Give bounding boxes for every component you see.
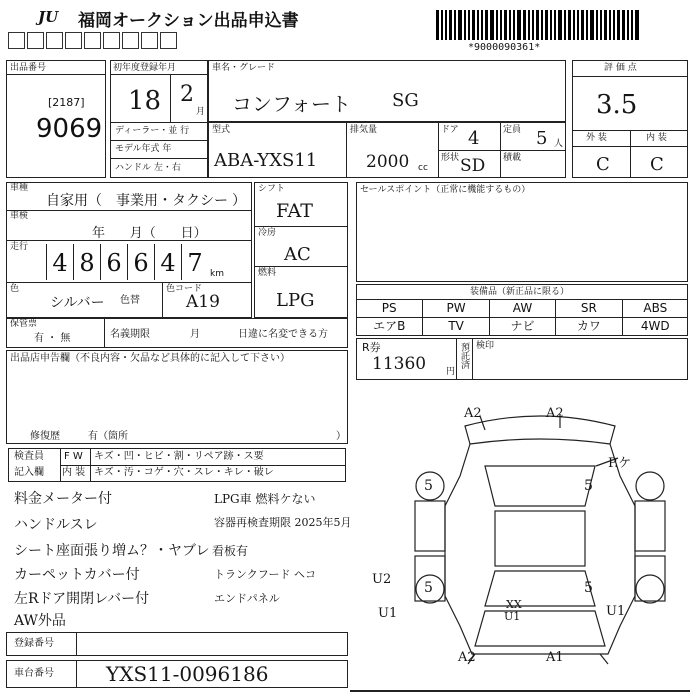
logo: JU	[38, 8, 59, 26]
doors-label: ドア	[441, 125, 459, 135]
diagram-mark-u1-left: U1	[378, 606, 398, 621]
mileage-digit: 6	[100, 244, 127, 280]
report-box	[6, 350, 348, 444]
note-4: カーペットカバー付	[14, 567, 140, 583]
barcode-bar	[523, 10, 526, 40]
barcode-bar	[458, 10, 462, 40]
diagram-mark-xx: XX	[506, 598, 522, 611]
barcode-bar	[528, 10, 530, 40]
interior-label: 内 装	[646, 133, 667, 143]
barcode-bar	[464, 10, 466, 40]
color-code-label: 色コード	[166, 284, 203, 294]
name-label: 車名・グレード	[212, 63, 276, 73]
capacity-unit: 人	[554, 139, 564, 149]
diagram-mark-a2-right: A2	[546, 406, 564, 421]
barcode-bar	[541, 10, 543, 40]
equipment-cell: ABS	[622, 299, 688, 317]
barcode-bar	[586, 10, 588, 40]
registration-label: 登録番号	[14, 638, 54, 649]
barcode-bar	[564, 10, 566, 40]
note-2: ハンドルスレ	[14, 517, 98, 533]
check-row1-label: 検査員	[14, 451, 44, 462]
diagram-mark-5-rr: 5	[584, 580, 593, 596]
barcode-bar	[568, 10, 571, 40]
barcode-bar	[441, 10, 443, 40]
handle-row: ハンドル 左・右	[115, 163, 181, 173]
year-value: 18	[128, 86, 162, 116]
header-box	[160, 32, 177, 49]
note-1: 料金メーター付	[14, 491, 112, 507]
fuel-label: 燃料	[258, 268, 277, 278]
header-box	[103, 32, 120, 49]
diagram-mark-a2-bottom: A2	[458, 650, 476, 665]
equipment-cell: TV	[422, 317, 488, 335]
barcode	[436, 10, 641, 40]
barcode-bar	[596, 10, 598, 40]
barcode-bar	[613, 10, 615, 40]
usage-handwritten: 事業用・タクシー	[116, 193, 228, 209]
due-date: 日違に名変できる方	[238, 329, 328, 340]
diagram-mark-pk: P.ケ	[608, 456, 632, 471]
barcode-bar	[468, 10, 470, 40]
color-suffix: 色替	[120, 295, 140, 306]
form-title: 福岡オークション出品申込書	[78, 11, 299, 31]
evaluation-score: 3.5	[596, 90, 638, 120]
color-value: シルバー	[50, 295, 105, 311]
recycle-yes-no: 有 ・ 無	[34, 333, 71, 344]
in-items: キズ・汚・コゲ・穴・スレ・キレ・破レ	[94, 467, 274, 478]
usage-label: 車種	[10, 183, 29, 193]
barcode-bar	[454, 10, 456, 40]
mileage-digit: 6	[127, 244, 154, 280]
recycle-label: 保管票	[10, 319, 38, 329]
barcode-bar	[627, 10, 629, 40]
r-fee-value: 11360	[372, 354, 427, 374]
header-box	[84, 32, 101, 49]
barcode-bar	[445, 10, 447, 40]
mileage-digit: 4	[46, 244, 73, 280]
diagram-mark-u2: U2	[372, 572, 392, 587]
shape-label: 形状	[441, 153, 460, 163]
mileage-digit: 4	[154, 244, 181, 280]
diagram-mark-u1-center: U1	[504, 610, 521, 623]
ac-label: 冷房	[258, 228, 277, 238]
capacity-value: 5	[536, 128, 548, 149]
repair-label: 修復歴	[30, 431, 60, 442]
due-month: 月	[190, 329, 200, 340]
model-year-row: モデル年式 年	[115, 144, 172, 154]
diagram-mark-5-fr: 5	[584, 478, 593, 494]
barcode-bar	[509, 10, 511, 40]
barcode-bar	[577, 10, 579, 40]
note-5: 左Rドア開閉レバー付	[14, 591, 150, 607]
deposit-label: 預託済	[459, 342, 469, 369]
capacity-label: 定員	[503, 125, 522, 135]
due-label: 名義期限	[110, 329, 150, 340]
barcode-bar	[581, 10, 584, 40]
equipment-cell: AW	[489, 299, 555, 317]
barcode-bar	[631, 10, 633, 40]
note-right-3: 看板有	[212, 544, 249, 558]
diagram-mark-u1-right: U1	[606, 604, 626, 619]
r-fee-unit: 円	[446, 367, 456, 377]
barcode-bar	[550, 10, 552, 40]
fw-label: F W	[64, 451, 83, 462]
equipment-cell: ナビ	[489, 317, 555, 335]
note-3: シート座面張り増ム？・ヤブレ	[14, 543, 210, 559]
r-fee-label: R券	[362, 341, 381, 354]
month-unit: 月	[196, 107, 206, 117]
year-label: 初年度登録年月	[113, 63, 177, 73]
fw-items: キズ・凹・ヒビ・割・リペア跡・ス要	[94, 451, 264, 462]
model-value: ABA-YXS11	[214, 150, 318, 171]
equipment-cell: カワ	[555, 317, 621, 335]
barcode-bar	[490, 10, 494, 40]
equipment-cell: SR	[555, 299, 621, 317]
barcode-bar	[545, 10, 548, 40]
diagram-mark-a1-bottom: A1	[546, 650, 564, 665]
barcode-bar	[600, 10, 602, 40]
note-right-1: LPG車 燃料ケない	[214, 492, 316, 506]
ac-value: AC	[284, 244, 311, 265]
chassis-label: 車台番号	[14, 668, 54, 679]
barcode-bar	[558, 10, 562, 40]
color-code-value: A19	[186, 292, 220, 312]
registration-box	[6, 632, 348, 656]
barcode-bar	[500, 10, 502, 40]
shift-label: シフト	[258, 184, 286, 194]
car-diagram	[360, 396, 690, 696]
note-right-4: トランクフード ヘコ	[214, 568, 316, 581]
displacement-value: 2000	[366, 152, 410, 172]
repair-value: 有（箇所	[88, 431, 128, 442]
barcode-bar	[609, 10, 611, 40]
barcode-bar	[554, 10, 556, 40]
color-label: 色	[10, 284, 20, 294]
header-box	[27, 32, 44, 49]
header-box	[8, 32, 25, 49]
month-value: 2	[180, 82, 194, 107]
name-value: コンフォート	[232, 92, 351, 116]
year-box	[110, 60, 208, 178]
barcode-bar	[604, 10, 607, 40]
shift-value: FAT	[276, 200, 313, 222]
barcode-bar	[485, 10, 488, 40]
sales-point-box	[356, 182, 688, 282]
barcode-bar	[513, 10, 515, 40]
diagram-mark-a2-left: A2	[464, 406, 482, 421]
displacement-unit: cc	[418, 163, 428, 173]
header-box	[122, 32, 139, 49]
equipment-grid	[356, 299, 688, 336]
grade-value: SG	[392, 90, 419, 111]
barcode-bar	[573, 10, 575, 40]
header-box	[46, 32, 63, 49]
seats-label: 積載	[503, 153, 522, 163]
lot-number: 9069	[36, 114, 103, 144]
mileage-unit: km	[210, 269, 224, 279]
exterior-value: C	[596, 154, 610, 175]
displacement-label: 排気量	[350, 125, 378, 135]
barcode-bar	[517, 10, 521, 40]
barcode-bar	[536, 10, 539, 40]
usage-value: 自家用（	[46, 193, 102, 209]
model-label: 型式	[212, 125, 231, 135]
barcode-bar	[590, 10, 594, 40]
barcode-text: *9000090361*	[468, 42, 541, 53]
inspection-label: 車検	[10, 211, 29, 221]
equipment-cell: 4WD	[622, 317, 688, 335]
equipment-cell: エアB	[373, 319, 406, 333]
mileage-label: 走行	[10, 242, 29, 252]
in-label: 内 装	[62, 467, 86, 478]
barcode-bar	[496, 10, 498, 40]
mileage-digit: 8	[73, 244, 100, 280]
inspector-label: 検印	[476, 341, 495, 351]
barcode-bar	[477, 10, 479, 40]
equipment-cell: PS	[381, 301, 397, 315]
barcode-bar	[436, 10, 439, 40]
fuel-value: LPG	[276, 290, 315, 311]
header-box	[65, 32, 82, 49]
report-label: 出品店申告欄（不良内容・欠品など具体的に記入して下さい）	[10, 353, 290, 364]
check-row2-label: 記入欄	[14, 467, 44, 478]
diagram-mark-5-rl: 5	[424, 580, 433, 596]
barcode-bar	[532, 10, 534, 40]
mileage-digit: 7	[181, 244, 208, 280]
dealer-row: ディーラー・並 行	[115, 126, 190, 136]
usage-close: ）	[232, 193, 246, 209]
barcode-bar	[449, 10, 452, 40]
header-boxes	[8, 32, 178, 50]
barcode-bar	[617, 10, 620, 40]
lot-small-number: [2187]	[48, 96, 85, 109]
equipment-cell: PW	[422, 299, 488, 317]
header-box	[141, 32, 158, 49]
barcode-bar	[481, 10, 483, 40]
barcode-bar	[472, 10, 475, 40]
repair-close: ）	[336, 431, 346, 442]
note-right-5: エンドパネル	[214, 592, 280, 605]
evaluation-label: 評 価 点	[604, 63, 637, 73]
equipment-label: 装備品（新正品に限る）	[470, 287, 570, 297]
sales-point-label: セールスポイント（正常に機能するもの）	[360, 185, 531, 195]
note-right-2: 容器再検査期限 2025年5月	[214, 516, 352, 529]
note-6: AW外品	[14, 613, 66, 629]
doors-value: 4	[468, 128, 480, 149]
diagram-mark-5-fl: 5	[424, 478, 433, 494]
exterior-label: 外 装	[586, 133, 607, 143]
barcode-bar	[635, 10, 639, 40]
chassis-value: YXS11-0096186	[106, 662, 269, 686]
barcode-bar	[622, 10, 625, 40]
shape-value: SD	[460, 156, 486, 176]
interior-value: C	[650, 154, 664, 175]
inspection-text: 年 月（ 日）	[92, 226, 207, 241]
lot-label: 出品番号	[10, 63, 47, 73]
barcode-bar	[504, 10, 507, 40]
